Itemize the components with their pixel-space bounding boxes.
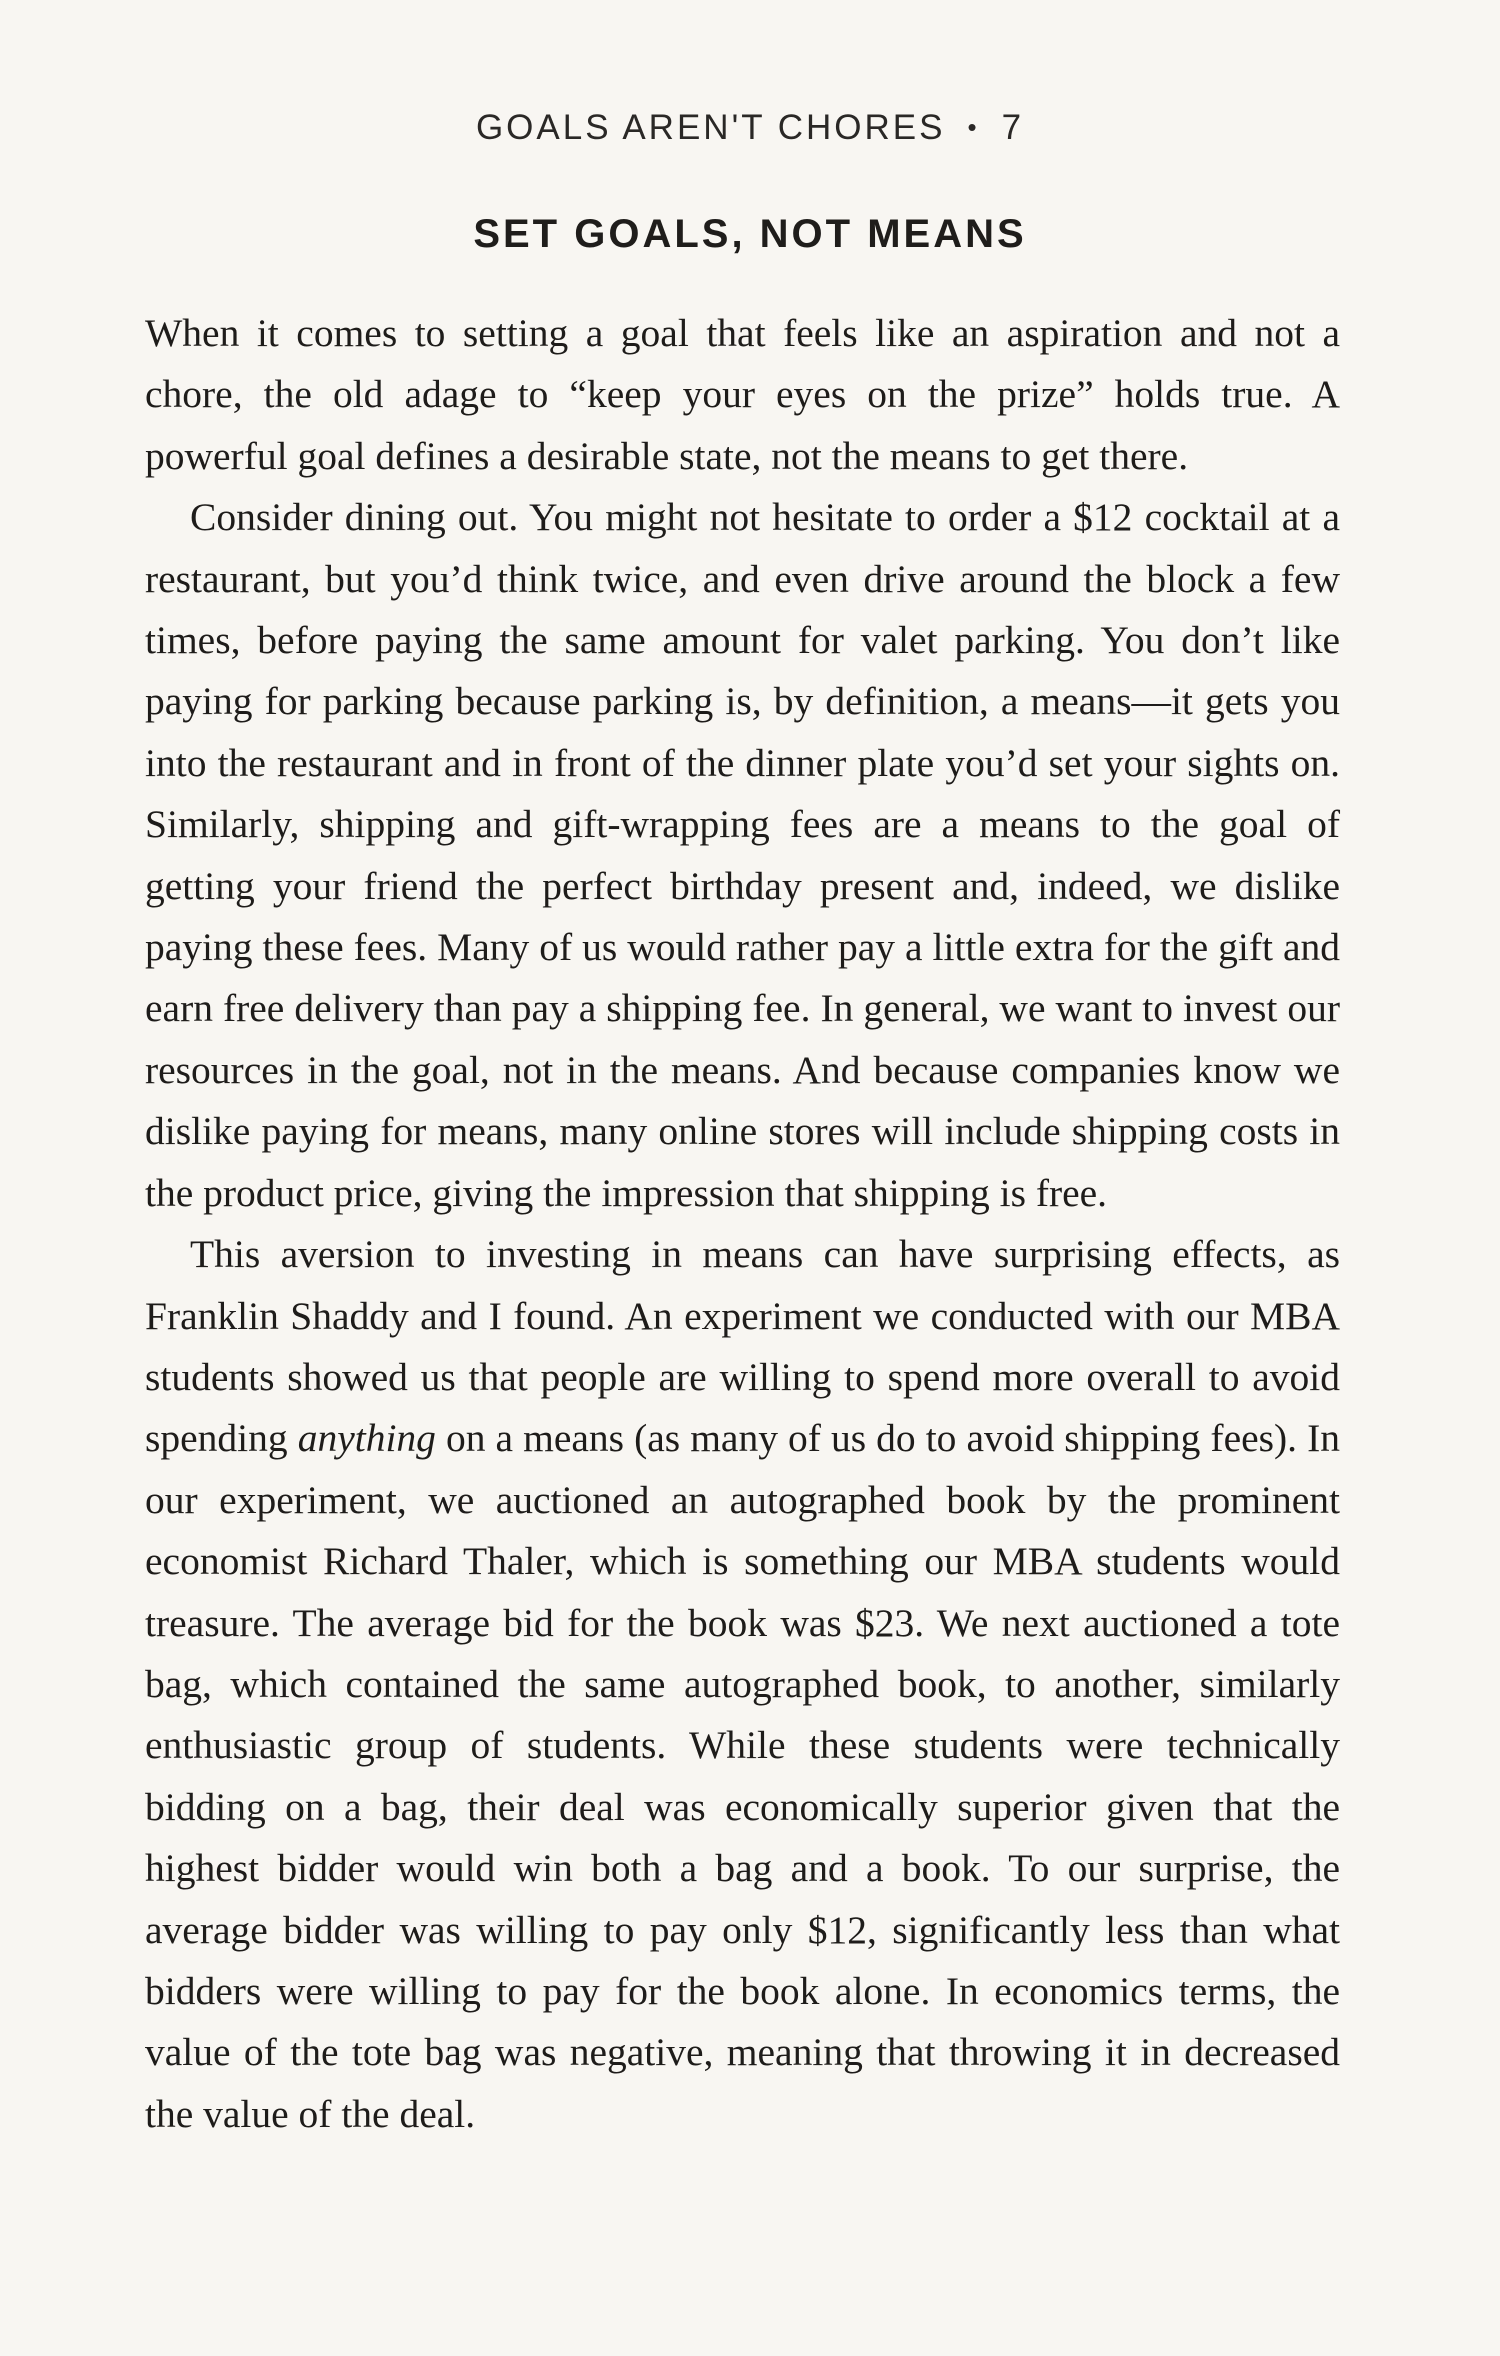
paragraph-1: When it comes to setting a goal that feels like an aspiration and not a chore, the old adage to “keep your eyes on the prize” holds true. A powerful goal defines a desirable state, not the means to get there. xyxy=(145,311,1340,478)
page-number: 7 xyxy=(1001,108,1025,147)
paragraph-3-part-1: This aversion to investing in means can have surprising effects, as Franklin Shaddy and I found. An experiment we conducted with our MBA students showed us that people are willing to spend more overall to avoid spending xyxy=(145,1232,1340,1461)
paragraph-2: Consider dining out. You might not hesitate to order a $12 cocktail at a restaurant, but you’d think twice, and even drive around the block a few times, before paying the same amount for valet parking. You don’t like paying for parking because parking is, by definition, a means—it gets you into the restaurant and in front of the dinner plate you’d set your sights on. Similarly, shipping and gift-wrapping fees are a means to the goal of getting your friend the perfect birthday present and, indeed, we dislike paying these fees. Many of us would rather pay a little extra for the gift and earn free delivery than pay a shipping fee. In general, we want to invest our resources in the goal, not in the means. And because companies know we dislike paying for means, many online stores will include shipping costs in the product price, giving the impression that shipping is free. xyxy=(145,495,1340,1215)
running-header xyxy=(0,108,1500,148)
header-separator: • xyxy=(967,112,980,142)
section-title: SET GOALS, NOT MEANS xyxy=(473,212,1027,256)
body-text xyxy=(145,303,1340,2145)
running-title: GOALS AREN'T CHORES xyxy=(475,108,946,147)
emphasis-anything: anything xyxy=(297,1416,436,1461)
paragraph-3 xyxy=(145,1224,1340,2145)
paragraph-3-part-2: on a means (as many of us do to avoid shipping fees). In our experiment, we auctioned an autographed book by the prominent economist Richard Thaler, which is something our MBA students would treasure. The average bid for the book was $23. We next auctioned a tote bag, which contained the same autographed book, to another, similarly enthusiastic group of students. While these students were technically bidding on a bag, their deal was economically superior given that the highest bidder would win both a bag and a book. To our surprise, the average bidder was willing to pay only $12, significantly less than what bidders were willing to pay for the book alone. In economics terms, the value of the tote bag was negative, meaning that throwing it in decreased the value of the deal. xyxy=(145,1416,1340,2136)
